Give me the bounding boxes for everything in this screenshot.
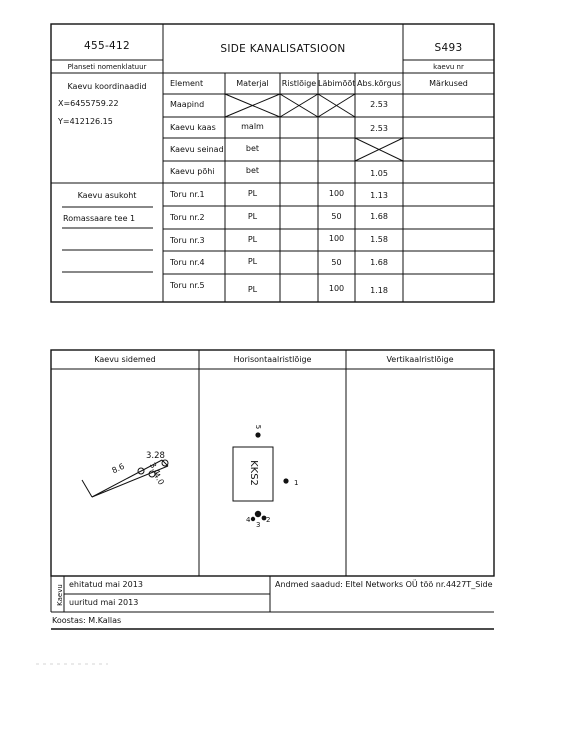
- row-abs-height: 1.68: [370, 212, 388, 221]
- row-element: Toru nr.2: [170, 213, 205, 222]
- row-material: malm: [241, 122, 264, 131]
- row-element: Toru nr.5: [170, 281, 205, 290]
- row-element: Kaevu põhi: [170, 167, 215, 176]
- row-element: Toru nr.1: [170, 190, 205, 199]
- well-horizontal-section: [233, 432, 289, 521]
- tie-distance: 3.4: [147, 460, 162, 477]
- tie-distance: 3.28: [146, 451, 165, 461]
- map-sheet-nomenclature-label: Planseti nomenklatuur: [67, 63, 147, 71]
- location-address: Romassaare tee 1: [63, 214, 136, 223]
- pipe-number: 2: [266, 516, 271, 524]
- col-notes: Märkused: [429, 79, 468, 88]
- footer-side-label: Kaevu: [55, 584, 64, 606]
- row-material: bet: [245, 166, 260, 175]
- panel-title-horizontal: Horisontaalristlõige: [233, 355, 312, 364]
- tie-distance: 4.0: [151, 470, 166, 487]
- document-title: SIDE KANALISATSIOON: [220, 43, 346, 55]
- row-element: Toru nr.3: [170, 236, 205, 245]
- row-diameter: 100: [328, 189, 345, 198]
- compiled-by: Koostas: M.Kallas: [52, 616, 122, 625]
- surveyed-date: uuritud mai 2013: [69, 598, 139, 607]
- coordinate-x: X=6455759.22: [58, 99, 119, 108]
- row-diameter: 100: [328, 234, 345, 243]
- coordinates-label: Kaevu koordinaadid: [67, 82, 147, 91]
- row-material: PL: [247, 285, 258, 294]
- built-date: ehitatud mai 2013: [69, 580, 143, 589]
- coordinate-y: Y=412126.15: [58, 117, 113, 126]
- row-element: Toru nr.4: [170, 258, 205, 267]
- row-material: PL: [247, 212, 258, 221]
- well-number: S493: [434, 42, 463, 54]
- row-abs-height: 1.05: [370, 169, 388, 178]
- well-id-label: KKS2: [247, 460, 259, 486]
- row-abs-height: 2.53: [370, 124, 388, 133]
- row-abs-height: 1.58: [370, 235, 388, 244]
- pipe-number: 4: [246, 516, 251, 524]
- map-sheet-code: 455-412: [84, 40, 130, 52]
- row-material: PL: [247, 235, 258, 244]
- row-abs-height: 1.68: [370, 258, 388, 267]
- row-diameter: 100: [328, 284, 345, 293]
- col-material: Materjal: [236, 79, 269, 88]
- panel-title-vertical: Vertikaalristlõige: [386, 355, 454, 364]
- row-element: Maapind: [170, 100, 205, 109]
- data-source: Andmed saadud: Eltel Networks OÜ töö nr.4427T_Side: [275, 580, 493, 589]
- row-abs-height: 2.53: [370, 100, 388, 109]
- row-diameter: 50: [331, 258, 342, 267]
- location-label: Kaevu asukoht: [77, 191, 137, 200]
- row-diameter: 50: [331, 212, 342, 221]
- pipe-number: 3: [256, 521, 261, 529]
- row-element: Kaevu kaas: [170, 123, 216, 132]
- panel-title-ties: Kaevu sidemed: [94, 355, 156, 364]
- well-number-label: kaevu nr: [433, 63, 464, 71]
- row-abs-height: 1.13: [370, 191, 388, 200]
- pipe-number: 1: [294, 479, 299, 487]
- tie-distance: 8.6: [110, 461, 126, 476]
- col-element: Element: [170, 79, 204, 88]
- col-cross-section: Ristlõige: [281, 79, 317, 88]
- col-abs-height: Abs.kõrgus: [357, 79, 401, 88]
- row-material: PL: [247, 189, 258, 198]
- col-diameter: Läbimõõt: [318, 79, 356, 88]
- pipe-number: 5: [254, 424, 263, 430]
- row-material: PL: [247, 257, 258, 266]
- row-element: Kaevu seinad: [170, 145, 224, 154]
- row-abs-height: 1.18: [370, 286, 388, 295]
- row-material: bet: [245, 144, 260, 153]
